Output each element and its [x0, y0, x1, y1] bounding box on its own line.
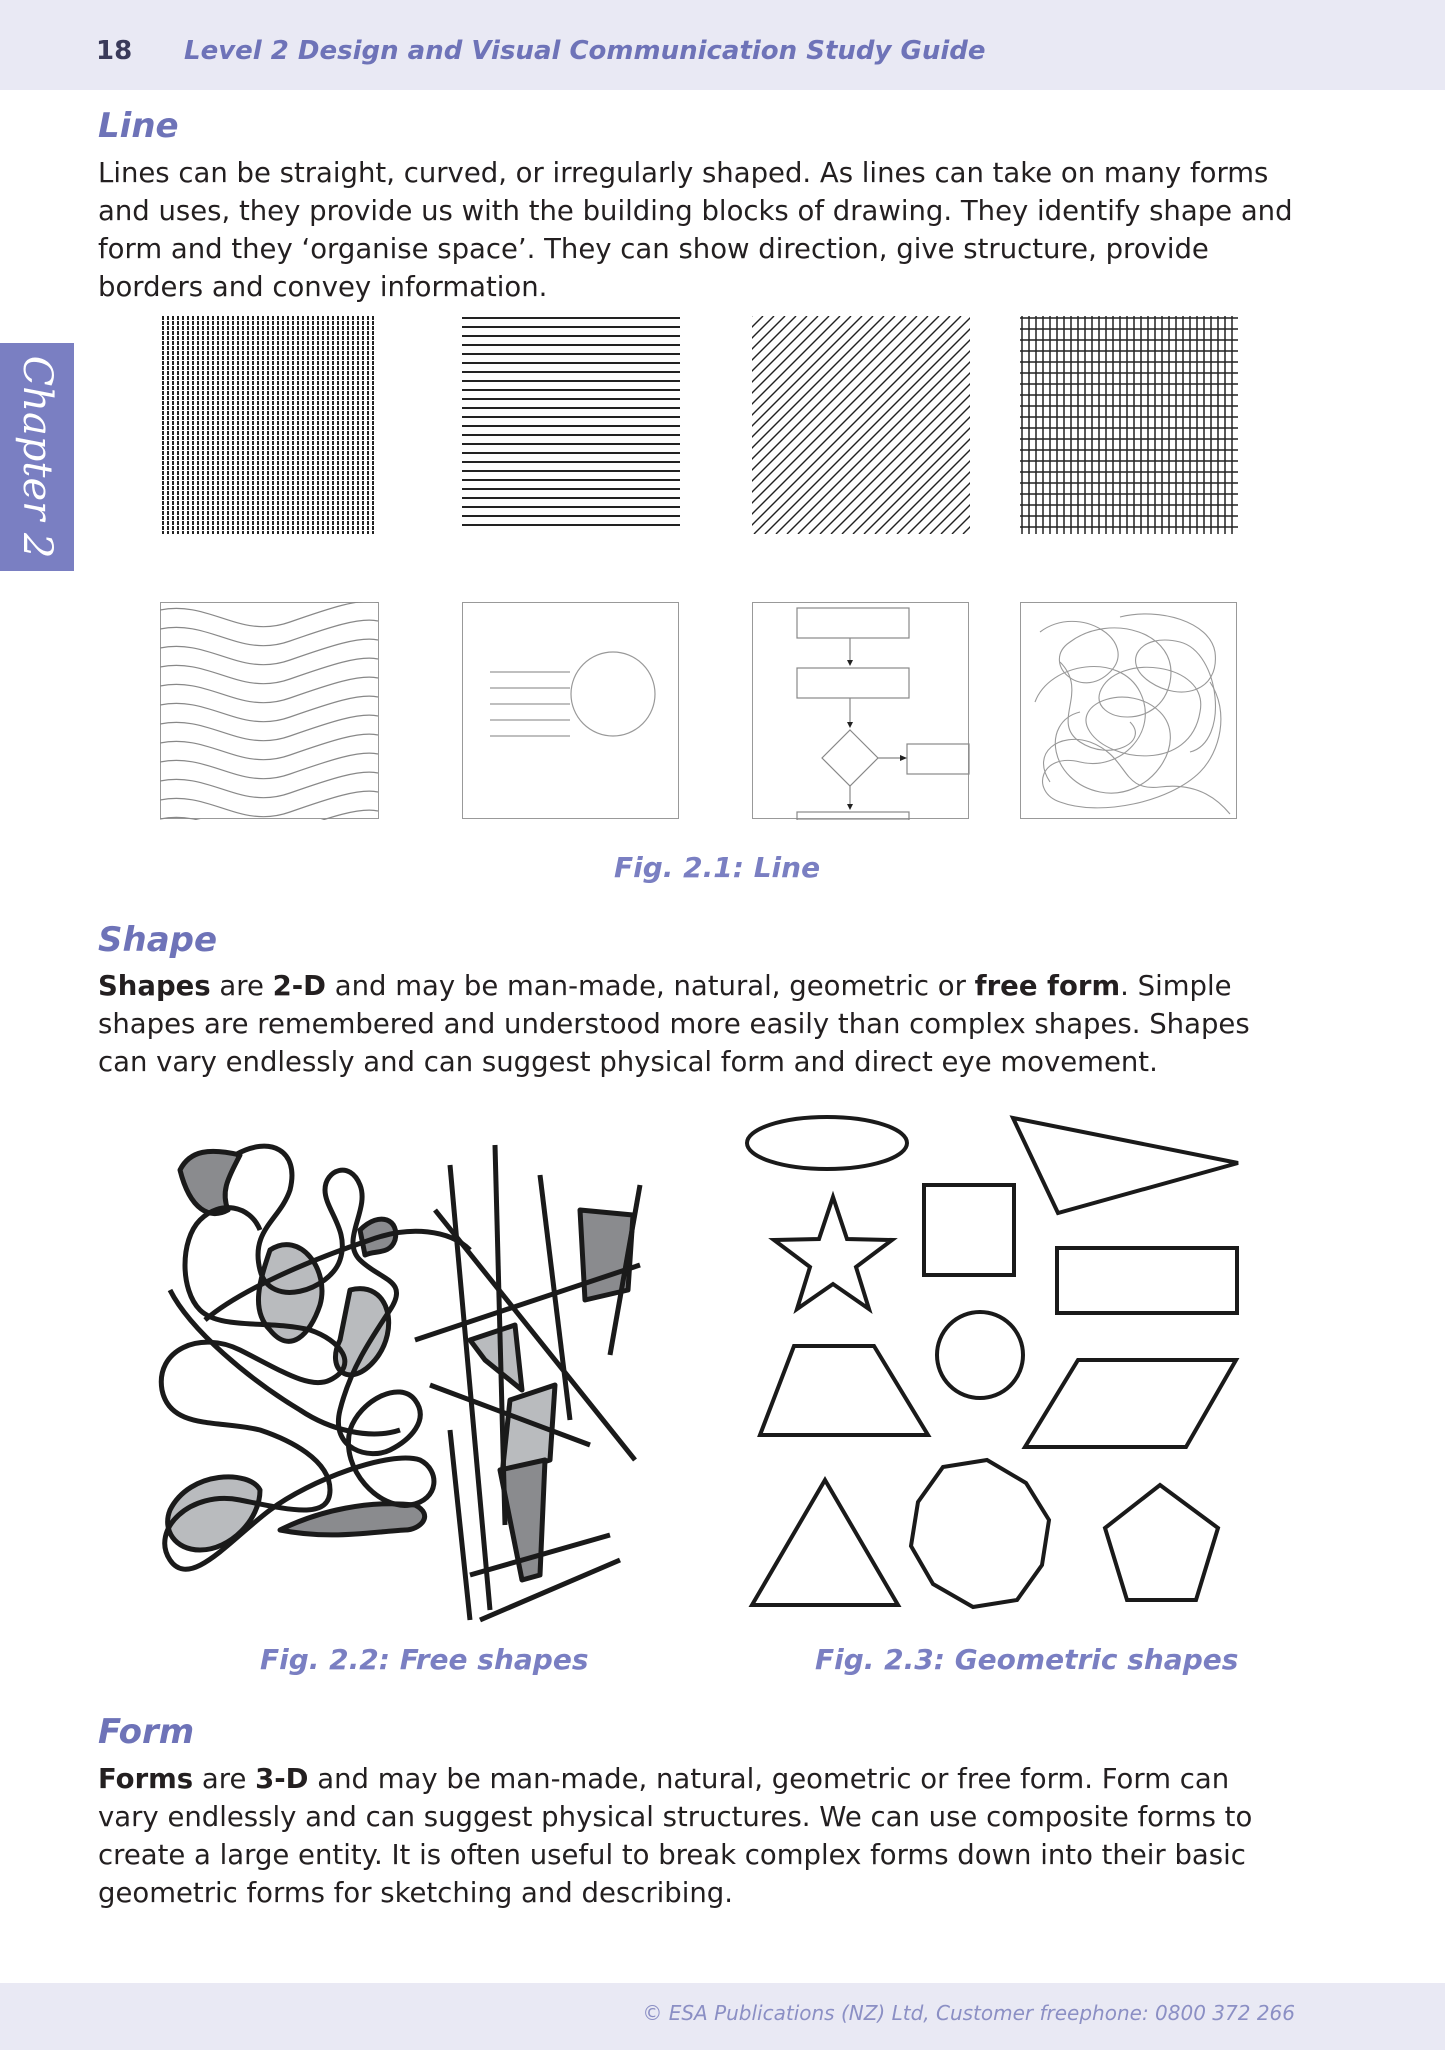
parallelogram-shape: [1025, 1360, 1236, 1447]
footer-copyright: © ESA Publications (NZ) Ltd, Customer freephone: 0800 372 266: [642, 2001, 1295, 2025]
octagon-shape: [911, 1460, 1049, 1607]
diagonal-lines-pattern: [752, 316, 970, 534]
chapter-tab-label: Chapter 2: [14, 355, 60, 559]
grid-lines-pattern: [1020, 316, 1238, 534]
line-body: Lines can be straight, curved, or irregularly shaped. As lines can take on many forms and uses, they provide us with the building blocks of drawing. They identify shape and form and they ‘organise space’. They can show direction, give structure, provide borders and convey information.: [98, 157, 1293, 303]
shape-body-bold-shapes: Shapes: [98, 970, 211, 1002]
page-number: 18: [96, 36, 133, 66]
star-shape: [774, 1197, 892, 1309]
rectangle-shape: [1057, 1248, 1237, 1313]
circle-shape: [937, 1312, 1023, 1398]
geometric-shapes-illustration: [740, 1110, 1250, 1620]
wavy-lines-pattern: [160, 602, 380, 820]
free-shapes-illustration: [150, 1130, 670, 1630]
running-title: Level 2 Design and Visual Communication Study Guide: [184, 36, 986, 66]
text-and-circle-layout: [462, 602, 680, 820]
horizontal-lines-pattern: [462, 316, 680, 534]
form-heading: Form: [98, 1712, 195, 1752]
equilateral-triangle-shape: [752, 1480, 898, 1605]
fig-2-1-caption: Fig. 2.1: Line: [614, 851, 821, 884]
pentagon-shape: [1105, 1485, 1218, 1600]
fig-2-3-caption: Fig. 2.3: Geometric shapes: [815, 1643, 1239, 1676]
shape-body: Shapes are 2-D and may be man-made, natural, geometric or free form. Simple shapes are remembered and understood more easily than complex shapes. Shapes can vary endlessly and can suggest physical form and direct eye movement.: [98, 970, 1250, 1078]
shape-heading: Shape: [98, 920, 218, 960]
triangle-shape: [1013, 1118, 1238, 1213]
form-body: Forms are 3-D and may be man-made, natural, geometric or free form. Form can vary endlessly and can suggest physical structures. We can use composite forms to create a large entity. It is often useful to break complex forms down into their basic geometric forms for sketching and describing.: [98, 1763, 1253, 1909]
chapter-tab: [0, 343, 74, 571]
scribble-lines-pattern: [1020, 602, 1238, 820]
flowchart-diagram: [752, 602, 970, 820]
trapezoid-shape: [760, 1346, 928, 1435]
square-shape: [924, 1185, 1014, 1275]
ellipse-shape: [747, 1117, 907, 1169]
vertical-lines-pattern: [160, 316, 380, 534]
line-heading: Line: [98, 106, 179, 146]
fig-2-2-caption: Fig. 2.2: Free shapes: [260, 1643, 589, 1676]
